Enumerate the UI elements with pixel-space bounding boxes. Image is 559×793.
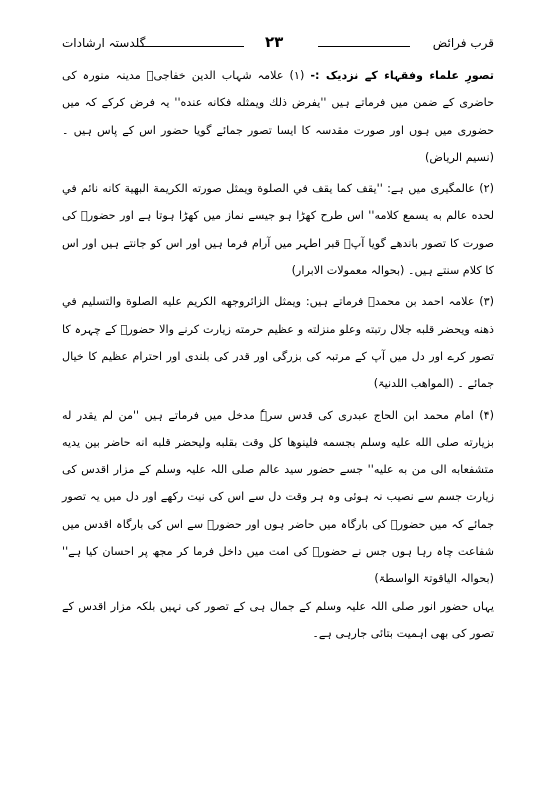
header-rule-right	[318, 46, 410, 47]
header-rule-left	[140, 46, 244, 47]
paragraph-1-text: (۱) علامہ شہاب الدین خفاجیؒ مدینہ منورہ کی حاضری کے ضمن میں فرماتے ہیں ''يفرض ذلك ويمثله فكانه عنده'' یہ فرض کرکے کہ میں حضوری میں ہوں اور صورت مقدسہ کا ایسا تصور جمائے گویا حضور اس کے پاس ہیں ۔ (نسیم الریاض)	[62, 69, 494, 164]
section-heading: تصورِ علماء وفقہاء کے نزدیک :-	[310, 69, 495, 82]
paragraph-1	[62, 62, 494, 171]
page-body	[62, 62, 494, 647]
page-header	[62, 33, 494, 58]
paragraph-4: (۴) امام محمد ابن الحاج عبدری کی قدس سرہٗ مدخل میں فرماتے ہیں ''من لم يقدر له بزيارته صلی الله عليه وسلم بجسمه فلينوها كل وقت بقلبه وليحضر قلبه انه حاضر بين يديه متشفعابه الى من به عليه'' جسے حضور سید عالم صلی اللہ علیہ وسلم کے مزار اقدس کی زیارت جسم سے نصیب نہ ہوئی وہ ہر وقت دل سے اس کی نیت رکھے اور دل میں یہ تصور جمائے کہ میں حضورؐ کی بارگاہ میں حاضر ہوں اور حضورؐ سے اس کی بارگاہ اقدس میں شفاعت چاہ رہا ہوں جس نے حضورؐ کی امت میں داخل فرما کر مجھ پر احسان کیا ہے'' (بحوالہ الیاقوتۃ الواسطۃ)	[62, 408, 494, 586]
page-number: ۲۳	[265, 33, 284, 51]
paragraph-2: (۲) عالمگیری میں ہے: ''يقف كما يقف في الصلوة ويمثل صورته الكريمة البهية كانه نائم في لحده عالم به يسمع كلامه'' اس طرح کھڑا ہو جیسے نماز میں کھڑا ہوتا ہے اور حضورؐ کی صورت کا تصور باندھے گویا آپؐ قبر اطہر میں آرام فرما ہیں اور اس کو جانتے ہیں اور اس کا کلام سنتے ہیں۔ (بحوالہ معمولات الابرار)	[62, 182, 494, 278]
running-title: قرب فرائض	[432, 36, 494, 50]
paragraph-5: یہاں حضور انور صلی اللہ علیہ وسلم کے جمال ہی کے تصور کی نہیں بلکہ مزار اقدس کے تصور کی بھی اہمیت بتائی جارہی ہے۔	[62, 599, 494, 640]
paragraph-3: (۳) علامہ احمد بن محمدؒ فرماتے ہیں: ويمثل الزائروجهه الكريم عليه الصلوة والتسليم في ذهنه ويحضر قلبه جلال رتبته وعلو منزلته و عظيم حرمته زیارت کرنے والا حضورؐ کے چہرہ کا تصور کرے اور دل میں آپ کے مرتبہ کی بزرگی اور قدر کی بلندی اور احترام عظیم کا خیال جمائے ۔ (المواهب اللدنیۃ)	[62, 295, 494, 391]
book-title: گلدستہ ارشادات	[62, 36, 146, 50]
